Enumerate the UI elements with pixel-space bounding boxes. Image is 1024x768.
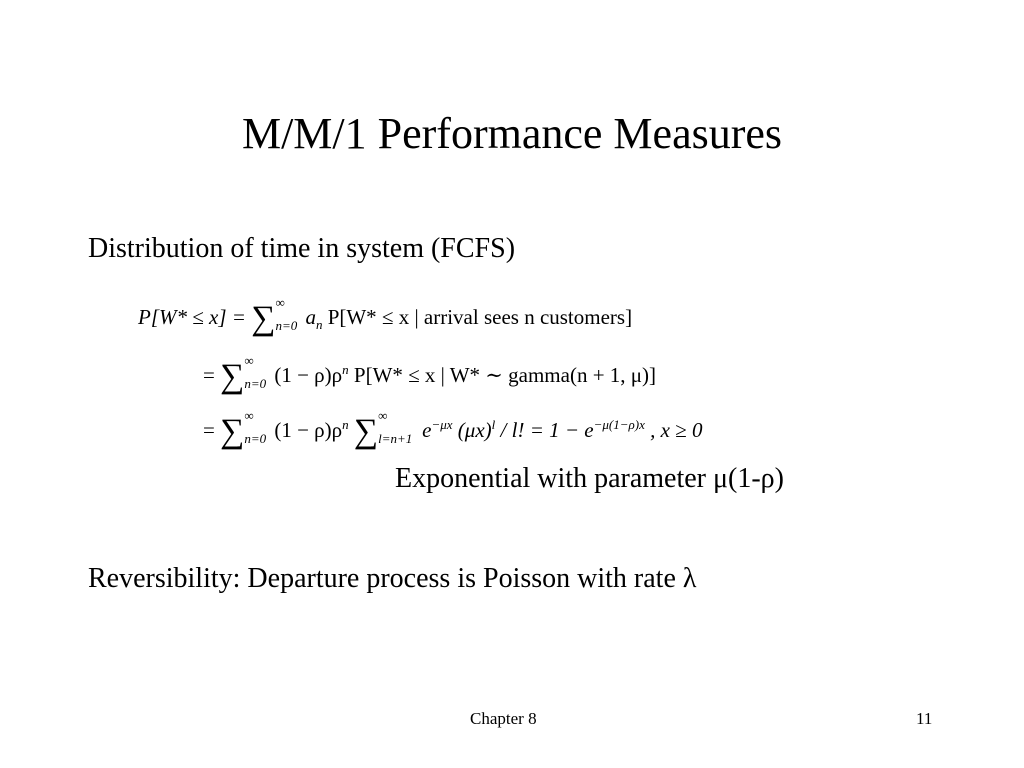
equation-line-3	[203, 408, 703, 450]
summation-icon: ∑	[220, 358, 245, 395]
footer-chapter: Chapter 8	[470, 709, 537, 728]
eq3-sum2-upper: ∞	[378, 408, 388, 423]
eq1-rhs: P[W* ≤ x | arrival sees n customers]	[327, 305, 633, 329]
eq2-sum-upper: ∞	[244, 353, 254, 368]
eq1-body-sub: n	[315, 317, 323, 333]
eq1-sum-lower: n=0	[275, 318, 298, 333]
eq2-factor: (1 − ρ)ρ	[274, 363, 343, 387]
eq3-prefix: =	[203, 418, 215, 442]
eq3-mid-sup: l	[491, 417, 496, 432]
eq1-sum-limits	[275, 295, 305, 333]
footer-page-number: 11	[916, 709, 933, 728]
eq2-rhs: P[W* ≤ x | W* ∼ gamma(n + 1, μ)]	[353, 363, 657, 387]
slide-title: M/M/1 Performance Measures	[241, 109, 783, 158]
eq2-factor-sup: n	[342, 362, 349, 377]
eq1-sum-upper: ∞	[275, 295, 285, 310]
summation-icon: ∑	[353, 413, 379, 450]
eq3-sum1-limits	[244, 408, 274, 446]
eq3-sum2-limits	[378, 408, 422, 446]
equation-line-2	[203, 353, 657, 395]
eq3-sum1-upper: ∞	[244, 408, 254, 423]
eq3-condition: , x ≥ 0	[650, 418, 703, 442]
eq2-prefix: =	[203, 363, 215, 387]
eq3-tail: / l! = 1 − e	[500, 418, 594, 442]
eq1-lhs: P[W* ≤ x] =	[138, 305, 246, 329]
eq3-tail-sup: −μ(1−ρ)x	[593, 417, 645, 432]
eq3-factor-sup: n	[342, 417, 349, 432]
eq3-e1: e	[422, 418, 432, 442]
summation-icon: ∑	[220, 413, 245, 450]
equation-line-1	[138, 295, 633, 340]
eq3-mid: (μx)	[457, 418, 492, 442]
distribution-heading: Distribution of time in system (FCFS)	[88, 233, 516, 264]
eq2-sum-lower: n=0	[244, 376, 267, 391]
eq1-body: a	[305, 305, 316, 329]
summation-icon: ∑	[251, 300, 276, 337]
eq3-sum2-lower: l=n+1	[378, 431, 413, 446]
reversibility-statement: Reversibility: Departure process is Poisson with rate λ	[88, 563, 697, 594]
eq3-factor: (1 − ρ)ρ	[274, 418, 343, 442]
eq3-e1-sup: −μx	[431, 417, 453, 432]
eq3-sum1-lower: n=0	[244, 431, 267, 446]
exponential-note: Exponential with parameter μ(1-ρ)	[395, 463, 784, 494]
eq2-sum-limits	[244, 353, 274, 391]
